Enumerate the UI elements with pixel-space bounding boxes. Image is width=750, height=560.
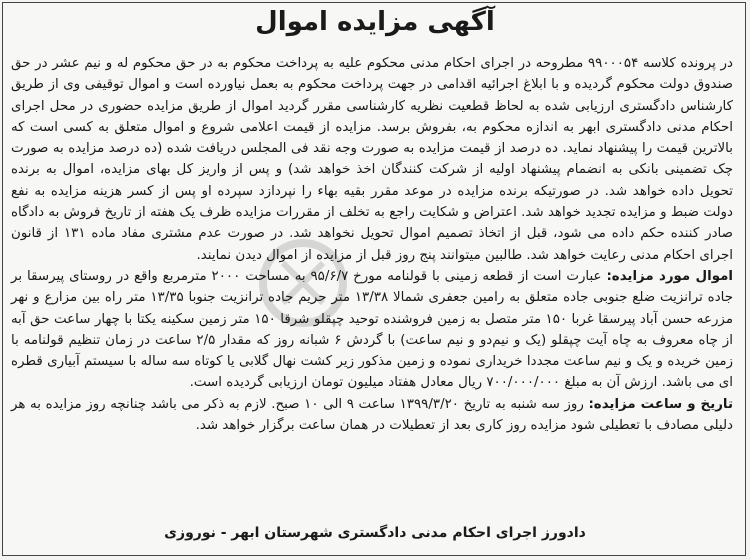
notice-signature: دادورز اجرای احکام مدنی دادگستری شهرستان ابهر - نوروزی: [164, 525, 586, 541]
property-description: عبارت است از قطعه زمینی با قولنامه مورخ ۹۵/۶/۷ به مساحت ۲۰۰۰ مترمربع واقع در روستای پیرسقا بر جاده ترانزیت ضلع جنوبی جاده متعلق به رامین جعفری شمالا ۱۳/۳۸ متر حریم جاده ترانزیت جنوبا ۱۳/۳۵ متر راه بین مزارع و نهر مزرعه حسن آباد پیرسقا غربا ۱۵۰ متر متصل به زمین فروشنده توحید چپقلو شرقا ۱۵۰ متر زمین سکینه یکتا با چهار ساعت حق آبه از چاه معروف به چاه آیت چپقلو (یک و نیم‌دو و نیم ساعت) با گردش ۶ شبانه روز که مقدار ۲/۵ ساعت در زمان تنظیم قولنامه با زمین خریده و یک و نیم ساعت مجددا خریداری نموده و زمین مذکور زیر کشت نهال گلابی یا کوتاه سه ساله با سیستم آبیاری قطره ای می باشد. ارزش آن به مبلغ ۷۰۰/۰۰۰/۰۰۰ ریال معادل هفتاد میلیون تومان ارزیابی گردیده است.: [11, 268, 734, 391]
notice-paragraph-terms: در پرونده کلاسه ۹۹۰۰۰۵۴ مطروحه در اجرای احکام مدنی محکوم علیه به پرداخت محکوم به در حق محکوم له و نیم عشر در حق صندوق دولت محکوم گردیده و با ابلاغ اجرائیه اقدامی در جهت پرداخت محکوم به بعمل نیاورده است و اموال توقیفی وی از طریق کارشناس دادگستری ارزیابی شده به لحاظ قطعیت نظریه کارشناسی مقرر گردید اموال از طریق مزایده حضوری در محل اجرای احکام مدنی دادگستری ابهر به اندازه محکوم به، بفروش برسد. مزایده از قیمت اعلامی شروع و اموال متعلق به کسی است که بالاترین قیمت را پیشنهاد نماید. ده درصد از قیمت مزایده به صورت وجه نقد فی المجلس دریافت شده (ده درصد مزایده به صورت چک تضمینی بانکی به انضمام پیشنهاد اولیه از شرکت کنندگان اخذ خواهد شد) و پس از واریز کل بهای مزایده، اموال به برنده تحویل داده خواهد شد. در صورتیکه برنده مزایده در موعد مقرر بقیه بهاء را نپردازد سپرده او پس از کسر هزینه مزایده به نفع دولت ضبط و مزایده تجدید خواهد شد. اعتراض و شکایت راجع به تخلف از مقررات مزایده ظرف یک هفته از تاریخ فروش به دادگاه صادر کننده حکم داده می شود، قبل از اتخاذ تصمیم اموال تحویل نخواهد شد. در صورت عدم مشتری مفاد ماده ۱۳۱ از قانون اجرای احکام مدنی رعایت خواهد شد. طالبین میتوانند پنج روز قبل از مزایده از اموال دیدن نمایند.: [11, 56, 733, 263]
datetime-description: روز سه شنبه به تاریخ ۱۳۹۹/۳/۲۰ ساعت ۹ الی ۱۰ صبح. لازم به ذکر می باشد چنانچه روز مزایده به هر دلیلی مصادف با تعطیلی شود مزایده روز کاری بعد از تعطیلات در همان ساعت برگزار خواهد شد.: [11, 396, 733, 434]
property-section: [11, 266, 733, 394]
notice-body: [11, 53, 733, 436]
datetime-label: تاریخ و ساعت مزایده:: [588, 396, 733, 412]
datetime-section: [11, 394, 733, 437]
newspaper-clipping: [2, 2, 746, 556]
notice-title: آگهی مزایده اموال: [255, 7, 495, 37]
property-label: اموال مورد مزایده:: [606, 268, 733, 284]
